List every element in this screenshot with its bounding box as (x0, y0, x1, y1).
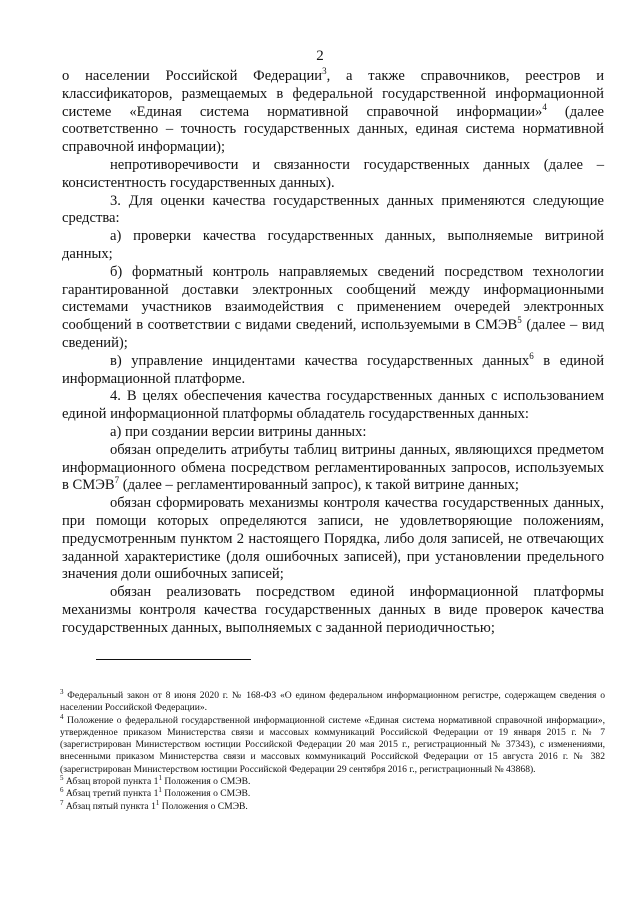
footnote: $^4$ Положение о федеральной государственной информационной системе «Единая система нормативной справочной информации», утвержденное приказом Министерства связи и массовых коммуникаций Российской Федерации от 19 января 2015 г. № 7 (зарегистрирован Министерством юстиции Российской Федерации 20 мая 2015 г., регистрационный № 37343), с изменениями, внесенными приказом Министерства связи и массовых коммуникаций Российской Федерации от 15 августа 2016 г. № 382 (зарегистрирован Министерством юстиции Российской Федерации 29 сентября 2016 г., регистрационный № 43868). (60, 712, 605, 775)
paragraph: б) форматный контроль направляемых сведений посредством технологии гарантированной доставки электронных сообщений между информационными системами участников взаимодействия с применением очередей электронных сообщений в соответствии с видами сведений, используемыми в СМЭВ$^5$ (далее – вид сведений); (62, 263, 604, 351)
paragraph: а) при создании версии витрины данных: (110, 423, 367, 440)
paragraph: а) проверки качества государственных данных, выполняемые витриной данных; (62, 228, 604, 262)
paragraph: в) управление инцидентами качества государственных данных$^6$ в единой информационной платформе. (62, 350, 605, 387)
document-body (62, 68, 604, 638)
paragraph: 3. Для оценки качества государственных данных применяются следующие средства: (62, 192, 604, 227)
footnote-divider (96, 659, 251, 660)
paragraph: 4. В целях обеспечения качества государственных данных с использованием единой информационной платформы обладатель государственных данных: (62, 388, 604, 423)
footnote: $^3$ Федеральный закон от 8 июня 2020 г. № 168-ФЗ «О едином федеральном информационном регистре, содержащем сведения о населении Российской Федерации». (60, 687, 605, 714)
footnote-ref: 3 (322, 66, 327, 77)
page-number: 2 (316, 48, 324, 64)
footnote-ref: 4 (542, 101, 547, 112)
footnote: $^5$ Абзац второй пункта $1^1$ Положения о СМЭВ. (60, 773, 251, 788)
footnotes (60, 687, 605, 813)
footnote-ref: 7 (114, 475, 120, 486)
footnote-ref: 6 (529, 350, 534, 361)
footnote: $^7$ Абзац пятый пункта $1^1$ Положения о СМЭВ. (60, 798, 248, 812)
footnote-ref: 5 (517, 315, 522, 326)
paragraph: обязан определить атрибуты таблиц витрины данных, являющихся предметом информационного обмена посредством регламентированных запросов, используемых в СМЭВ$^7$ (далее – регламентированный запрос), к такой витрине данных; (62, 441, 604, 494)
paragraph: о населении Российской Федерации$^3$, а также справочников, реестров и классификаторов, размещаемых в федеральной государственной информационной системе «Единая система нормативной справочной информации»$^4$ (далее соответственно – точность государственных данных, единая система нормативной справочной информации); (62, 66, 605, 156)
paragraph: непротиворечивости и связанности государственных данных (далее – консистентность государственных данных). (62, 156, 604, 191)
footnote: $^6$ Абзац третий пункта $1^1$ Положения о СМЭВ. (60, 786, 251, 800)
paragraph: обязан реализовать посредством единой информационной платформы механизмы контроля качества государственных данных в виде проверок качества государственных данных, выполняемых с заданной периодичностью; (62, 584, 604, 636)
paragraph: обязан сформировать механизмы контроля качества государственных данных, при помощи которых определяются записи, не удовлетворяющие положениям, предусмотренным пунктом 2 настоящего Порядка, либо доля записей, не отвечающих заданной характеристике (доля ошибочных записей), при установлении предельного значения доли ошибочных записей; (62, 495, 604, 583)
